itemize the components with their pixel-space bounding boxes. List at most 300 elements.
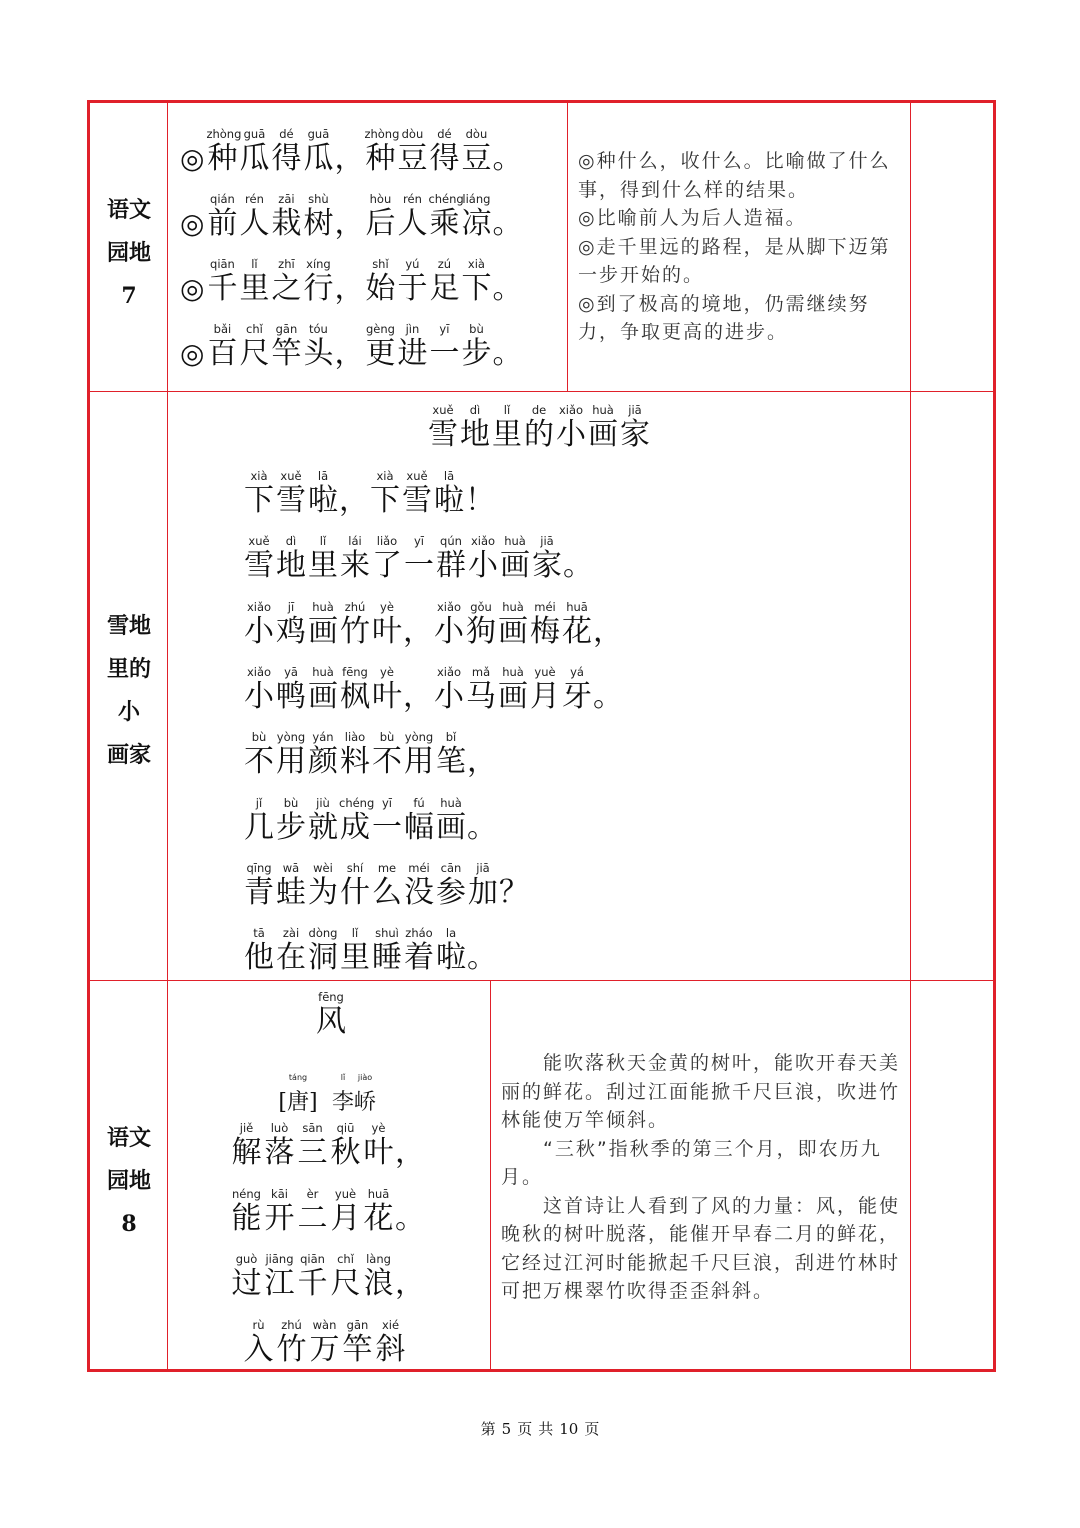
pinyin: jī [287, 599, 295, 614]
hanzi-with-pinyin [396, 192, 428, 242]
hanzi-with-pinyin [339, 795, 375, 846]
pinyin: zhī [278, 257, 295, 271]
hanzi-with-pinyin [529, 665, 561, 715]
pinyin: yī [381, 795, 392, 810]
hanzi: 画 [588, 417, 618, 452]
pinyin: xiǎo [470, 534, 496, 549]
pinyin: chǐ [337, 1252, 354, 1266]
pinyin: lǐ [319, 534, 327, 549]
hanzi: 什 [340, 874, 370, 910]
hanzi: 的 [524, 417, 554, 452]
punctuation: ？ [499, 874, 529, 910]
pinyin: yè [380, 664, 394, 679]
hanzi-with-pinyin [364, 257, 396, 307]
hanzi-with-pinyin [329, 1252, 362, 1302]
label-text: 园地 [106, 1168, 151, 1194]
pinyin: fēng [318, 990, 344, 1004]
pinyin: yī [413, 534, 424, 549]
punctuation: ， [395, 1266, 425, 1301]
pinyin: xià [250, 469, 268, 483]
pinyin: táng [288, 1073, 308, 1082]
hanzi-with-pinyin [403, 534, 435, 584]
pinyin: dòu [465, 127, 488, 141]
poem-line [243, 796, 497, 846]
hanzi: 小 [244, 678, 274, 714]
pinyin: yú [405, 257, 420, 271]
hanzi: 啦 [308, 483, 338, 518]
poem-line [243, 861, 529, 911]
hanzi: 二 [297, 1200, 328, 1236]
hanzi-with-pinyin [354, 1071, 376, 1121]
pinyin: dì [285, 534, 297, 549]
pinyin: jiào [357, 1073, 373, 1082]
hanzi: 画 [308, 613, 338, 649]
punctuation: 。 [492, 141, 523, 176]
hanzi-with-pinyin [371, 796, 403, 846]
pinyin: gān [346, 1317, 369, 1332]
total-pages: 10 [559, 1420, 579, 1438]
hanzi: 啦 [436, 940, 466, 976]
hanzi: 人 [239, 206, 270, 241]
punctuation: ， [593, 613, 623, 649]
hanzi: 开 [264, 1200, 295, 1236]
pinyin: tóu [309, 322, 328, 336]
pinyin: yá [570, 664, 584, 679]
hanzi: 群 [436, 548, 466, 584]
pinyin: gǒu [470, 599, 492, 614]
hanzi-with-pinyin [374, 1318, 407, 1368]
pinyin: kāi [271, 1186, 288, 1201]
pinyin: xuě [406, 469, 428, 483]
pinyin: jiě [239, 1121, 254, 1135]
pinyin: qún [440, 534, 462, 549]
section-label [90, 1117, 168, 1246]
explanation-paragraph: ◎走千里远的路程，是从脚下迈第一步开始的。 [578, 235, 891, 286]
hanzi-with-pinyin [371, 600, 403, 650]
hanzi: [唐] [278, 1090, 318, 1115]
poem-line [243, 665, 623, 715]
pinyin: wèi [313, 860, 333, 875]
hanzi-with-pinyin [341, 1318, 374, 1368]
footer-text: 页 [584, 1420, 600, 1438]
footer-text: 共 [538, 1420, 554, 1438]
hanzi-with-pinyin [243, 534, 275, 584]
explanation-divider [567, 103, 568, 391]
hanzi-with-pinyin [339, 600, 371, 650]
hanzi-with-pinyin [433, 600, 465, 650]
hanzi-with-pinyin [275, 534, 307, 584]
pinyin: xiǎo [436, 664, 462, 679]
label-text: 雪地 [106, 613, 151, 639]
hanzi-with-pinyin [467, 534, 499, 584]
hanzi-with-pinyin [275, 926, 307, 976]
pinyin: yòng [404, 730, 434, 745]
lesson-table [87, 100, 996, 1372]
bullet-icon: ◎ [180, 207, 205, 240]
punctuation: 。 [563, 548, 593, 584]
pinyin: zhòng [206, 127, 242, 141]
punctuation: ， [403, 678, 433, 714]
pinyin: rén [245, 192, 264, 206]
hanzi-with-pinyin [460, 192, 492, 242]
hanzi-with-pinyin [362, 1252, 395, 1302]
hanzi-with-pinyin [243, 926, 275, 976]
hanzi-with-pinyin [371, 861, 403, 911]
pinyin: guò [235, 1252, 258, 1266]
hanzi-with-pinyin [364, 127, 400, 177]
hanzi: 下 [461, 271, 492, 306]
hanzi: 得 [271, 141, 302, 176]
hanzi-with-pinyin [435, 730, 467, 780]
hanzi-with-pinyin [403, 796, 435, 846]
hanzi: 里 [340, 940, 370, 976]
hanzi: 头 [303, 336, 334, 371]
hanzi-with-pinyin [396, 127, 428, 177]
hanzi-with-pinyin [561, 600, 593, 650]
hanzi: 月 [530, 678, 560, 714]
label-text: 语文 [106, 197, 151, 223]
hanzi-with-pinyin [499, 534, 531, 584]
poem-explanation [501, 1049, 901, 1306]
hanzi-with-pinyin [307, 926, 339, 976]
pinyin: dòu [401, 127, 424, 141]
hanzi: 足 [429, 271, 460, 306]
hanzi-with-pinyin [243, 796, 275, 846]
hanzi: 马 [466, 678, 496, 714]
hanzi: 种 [207, 141, 238, 176]
label-text: 小 [117, 699, 140, 725]
pinyin: sān [302, 1121, 323, 1135]
hanzi: 么 [372, 874, 402, 910]
pinyin: huā [367, 1186, 390, 1201]
pinyin: èr [306, 1186, 319, 1201]
pinyin: jiā [540, 534, 554, 549]
section-label [90, 189, 168, 318]
hanzi-with-pinyin [275, 861, 307, 911]
hanzi-with-pinyin [362, 1187, 395, 1237]
hanzi-with-pinyin [296, 1252, 329, 1302]
hanzi: 之 [271, 271, 302, 306]
punctuation: ！ [465, 483, 495, 518]
hanzi-with-pinyin [263, 1252, 296, 1302]
hanzi-with-pinyin [460, 127, 492, 177]
punctuation: ， [339, 483, 369, 518]
hanzi-with-pinyin [435, 796, 467, 846]
hanzi-with-pinyin [307, 665, 339, 715]
hanzi: 百 [207, 336, 238, 371]
hanzi: 笔 [436, 744, 466, 780]
notes-column-divider [910, 103, 911, 1369]
pinyin: zú [437, 257, 452, 271]
hanzi-with-pinyin [396, 257, 428, 307]
hanzi-with-pinyin [339, 534, 371, 584]
hanzi-with-pinyin [433, 469, 465, 519]
pinyin: méi [534, 599, 556, 614]
punctuation: 。 [467, 940, 497, 976]
punctuation: ， [403, 613, 433, 649]
hanzi-with-pinyin [371, 665, 403, 715]
explanation-divider [490, 980, 491, 1372]
hanzi-with-pinyin [339, 730, 371, 780]
hanzi-with-pinyin [238, 127, 270, 177]
hanzi-with-pinyin [465, 600, 497, 650]
pinyin: huà [502, 664, 524, 679]
hanzi: 人 [397, 206, 428, 241]
hanzi-with-pinyin [275, 469, 307, 519]
pinyin: la [445, 926, 457, 941]
proverb-line [180, 192, 522, 242]
hanzi: 叶 [372, 613, 402, 649]
hanzi: 颜 [308, 744, 338, 780]
hanzi-with-pinyin [497, 665, 529, 715]
punctuation: 。 [492, 206, 523, 241]
pinyin: xié [381, 1317, 400, 1332]
hanzi: 小 [468, 548, 498, 584]
pinyin: yán [312, 730, 334, 745]
hanzi: 峤 [354, 1090, 377, 1115]
pinyin: bù [251, 730, 267, 745]
hanzi-with-pinyin [243, 730, 275, 780]
pinyin: huà [312, 599, 334, 614]
hanzi: 进 [397, 336, 428, 371]
pinyin: tā [253, 926, 265, 941]
hanzi-with-pinyin [243, 861, 275, 911]
hanzi: 凉 [461, 206, 492, 241]
hanzi: 地 [276, 548, 306, 584]
hanzi: 青 [244, 874, 274, 910]
pinyin: huā [566, 599, 588, 614]
hanzi: 能 [231, 1200, 262, 1236]
hanzi: 鸡 [276, 613, 306, 649]
pinyin: xuě [248, 534, 270, 549]
hanzi-with-pinyin [243, 665, 275, 715]
pinyin: wàn [312, 1317, 337, 1332]
pinyin: xià [376, 469, 394, 483]
pinyin: xuě [432, 403, 454, 417]
hanzi-with-pinyin [307, 534, 339, 584]
page-footer [0, 1418, 1080, 1439]
hanzi-with-pinyin [460, 257, 492, 307]
hanzi: 叶 [372, 678, 402, 714]
pinyin: jǐ [255, 795, 263, 810]
hanzi: 雪 [244, 548, 274, 584]
poem-line [230, 1187, 425, 1237]
dynasty [276, 1071, 320, 1121]
hanzi: 小 [556, 417, 586, 452]
pinyin: làng [366, 1252, 391, 1266]
pinyin: zhú [281, 1317, 302, 1332]
pinyin: de [531, 403, 547, 417]
hanzi-with-pinyin [427, 403, 459, 453]
hanzi: 三 [297, 1135, 328, 1170]
hanzi: 不 [244, 744, 274, 780]
explanation-paragraph: ◎种什么，收什么。比喻做了什么事，得到什么样的结果。 [578, 150, 891, 201]
pinyin: qiān [210, 257, 235, 271]
pinyin: jiù [316, 795, 330, 810]
punctuation: 。 [492, 336, 523, 371]
pinyin: lā [443, 469, 455, 483]
hanzi-with-pinyin [364, 192, 396, 242]
punctuation: 。 [492, 271, 523, 306]
hanzi-with-pinyin [329, 1187, 362, 1237]
pinyin: bù [283, 795, 299, 810]
hanzi-with-pinyin [230, 1187, 263, 1237]
hanzi: 入 [243, 1331, 274, 1367]
hanzi-with-pinyin [433, 665, 465, 715]
row-divider [90, 391, 993, 392]
hanzi: 画 [498, 678, 528, 714]
poem-line [243, 730, 497, 780]
hanzi: 里 [492, 417, 522, 452]
hanzi-with-pinyin [371, 926, 403, 976]
footer-text: 第 [480, 1420, 496, 1438]
hanzi-with-pinyin [275, 665, 307, 715]
pinyin: chéng [339, 795, 375, 810]
hanzi-with-pinyin [307, 796, 339, 846]
hanzi: 牙 [562, 678, 592, 714]
hanzi-with-pinyin [460, 322, 492, 372]
hanzi-with-pinyin [238, 257, 270, 307]
hanzi: 下 [370, 483, 400, 518]
bullet-icon: ◎ [180, 142, 205, 175]
pinyin: xiǎo [436, 599, 462, 614]
pinyin: xíng [306, 257, 331, 271]
hanzi-with-pinyin [315, 990, 347, 1040]
hanzi: 着 [404, 940, 434, 976]
pinyin: huà [502, 599, 524, 614]
pinyin: huà [312, 664, 334, 679]
punctuation: 。 [467, 809, 497, 845]
hanzi-with-pinyin [428, 127, 460, 177]
pinyin: xuě [280, 469, 302, 483]
hanzi: 幅 [404, 809, 434, 845]
hanzi: 竿 [342, 1331, 373, 1367]
hanzi: 洞 [308, 940, 338, 976]
hanzi: 种 [365, 141, 396, 176]
hanzi: 解 [231, 1135, 262, 1170]
pinyin: jiā [628, 403, 642, 417]
hanzi-with-pinyin [555, 403, 587, 453]
proverb-line [180, 322, 522, 372]
hanzi: 万 [309, 1331, 340, 1367]
hanzi-with-pinyin [332, 1071, 354, 1121]
hanzi-with-pinyin [275, 600, 307, 650]
pinyin: bǐ [445, 730, 457, 745]
hanzi-with-pinyin [339, 926, 371, 976]
hanzi-with-pinyin [302, 127, 334, 177]
pinyin: dé [279, 127, 294, 141]
hanzi-with-pinyin [403, 861, 435, 911]
hanzi: 步 [461, 336, 492, 371]
hanzi: 落 [264, 1135, 295, 1170]
hanzi: 秋 [330, 1135, 361, 1170]
hanzi: 花 [562, 613, 592, 649]
hanzi: 蛙 [276, 874, 306, 910]
hanzi-with-pinyin [587, 403, 619, 453]
hanzi-with-pinyin [531, 534, 563, 584]
pinyin: néng [232, 1186, 261, 1201]
punctuation: 。 [593, 678, 623, 714]
hanzi: 鸭 [276, 678, 306, 714]
pinyin: lái [348, 534, 362, 549]
pinyin: huà [440, 795, 462, 810]
poem-line [230, 1252, 425, 1302]
poem-line [230, 1121, 425, 1171]
poem-line [242, 1318, 407, 1368]
hanzi: 画 [500, 548, 530, 584]
pinyin: zāi [278, 192, 295, 206]
hanzi-with-pinyin [465, 665, 497, 715]
hanzi-with-pinyin [364, 322, 396, 372]
punctuation: ， [334, 271, 365, 306]
hanzi: 几 [244, 809, 274, 845]
hanzi: 用 [276, 744, 306, 780]
section-label [90, 605, 168, 777]
proverb-explanation [578, 147, 903, 347]
pinyin: shù [308, 192, 329, 206]
bullet-icon: ◎ [180, 272, 205, 305]
hanzi-with-pinyin [459, 403, 491, 453]
pinyin: yuè [334, 1186, 357, 1201]
hanzi: 他 [244, 940, 274, 976]
hanzi: 里 [308, 548, 338, 584]
hanzi: 风 [316, 1004, 346, 1039]
pinyin: lǐ [251, 257, 258, 271]
hanzi-with-pinyin [243, 469, 275, 519]
hanzi: 月 [330, 1200, 361, 1236]
hanzi: 没 [404, 874, 434, 910]
pinyin: qián [210, 192, 235, 206]
hanzi: 豆 [461, 141, 492, 176]
hanzi: 雪 [276, 483, 306, 518]
hanzi: 枫 [340, 678, 370, 714]
hanzi: 尺 [330, 1266, 361, 1301]
pinyin: jiā [476, 860, 490, 875]
hanzi: 过 [231, 1266, 262, 1301]
hanzi: 不 [372, 744, 402, 780]
hanzi-with-pinyin [362, 1121, 395, 1171]
pinyin: yā [284, 664, 298, 679]
hanzi-with-pinyin [275, 796, 307, 846]
hanzi: 画 [498, 613, 528, 649]
pinyin: yī [439, 322, 450, 336]
hanzi: 花 [363, 1200, 394, 1236]
pinyin: huà [592, 403, 614, 417]
hanzi: 了 [372, 548, 402, 584]
hanzi-with-pinyin [302, 257, 334, 307]
pinyin: zài [282, 926, 300, 941]
hanzi-with-pinyin [270, 257, 302, 307]
hanzi: 梅 [530, 613, 560, 649]
hanzi-with-pinyin [238, 322, 270, 372]
hanzi-with-pinyin [369, 469, 401, 519]
explanation-paragraph: “三秋”指秋季的第三个月，即农历九月。 [501, 1137, 882, 1188]
hanzi-with-pinyin [428, 322, 460, 372]
hanzi-with-pinyin [263, 1187, 296, 1237]
hanzi-with-pinyin [307, 861, 339, 911]
explanation-paragraph: 这首诗让人看到了风的力量：风，能使晚秋的树叶脱落，能催开早春二月的鲜花，它经过江河时能掀起千尺巨浪，刮进竹林时可把万棵翠竹吹得歪歪斜斜。 [501, 1194, 901, 1302]
label-text: 8 [121, 1211, 137, 1237]
hanzi: 瓜 [239, 141, 270, 176]
hanzi-with-pinyin [242, 1318, 275, 1368]
hanzi-with-pinyin [307, 469, 339, 519]
pinyin: jiāng [265, 1252, 294, 1266]
hanzi-with-pinyin [206, 257, 238, 307]
pinyin: jìn [405, 322, 420, 336]
pinyin: wā [282, 860, 300, 875]
hanzi: 浪 [363, 1266, 394, 1301]
hanzi: 参 [436, 874, 466, 910]
